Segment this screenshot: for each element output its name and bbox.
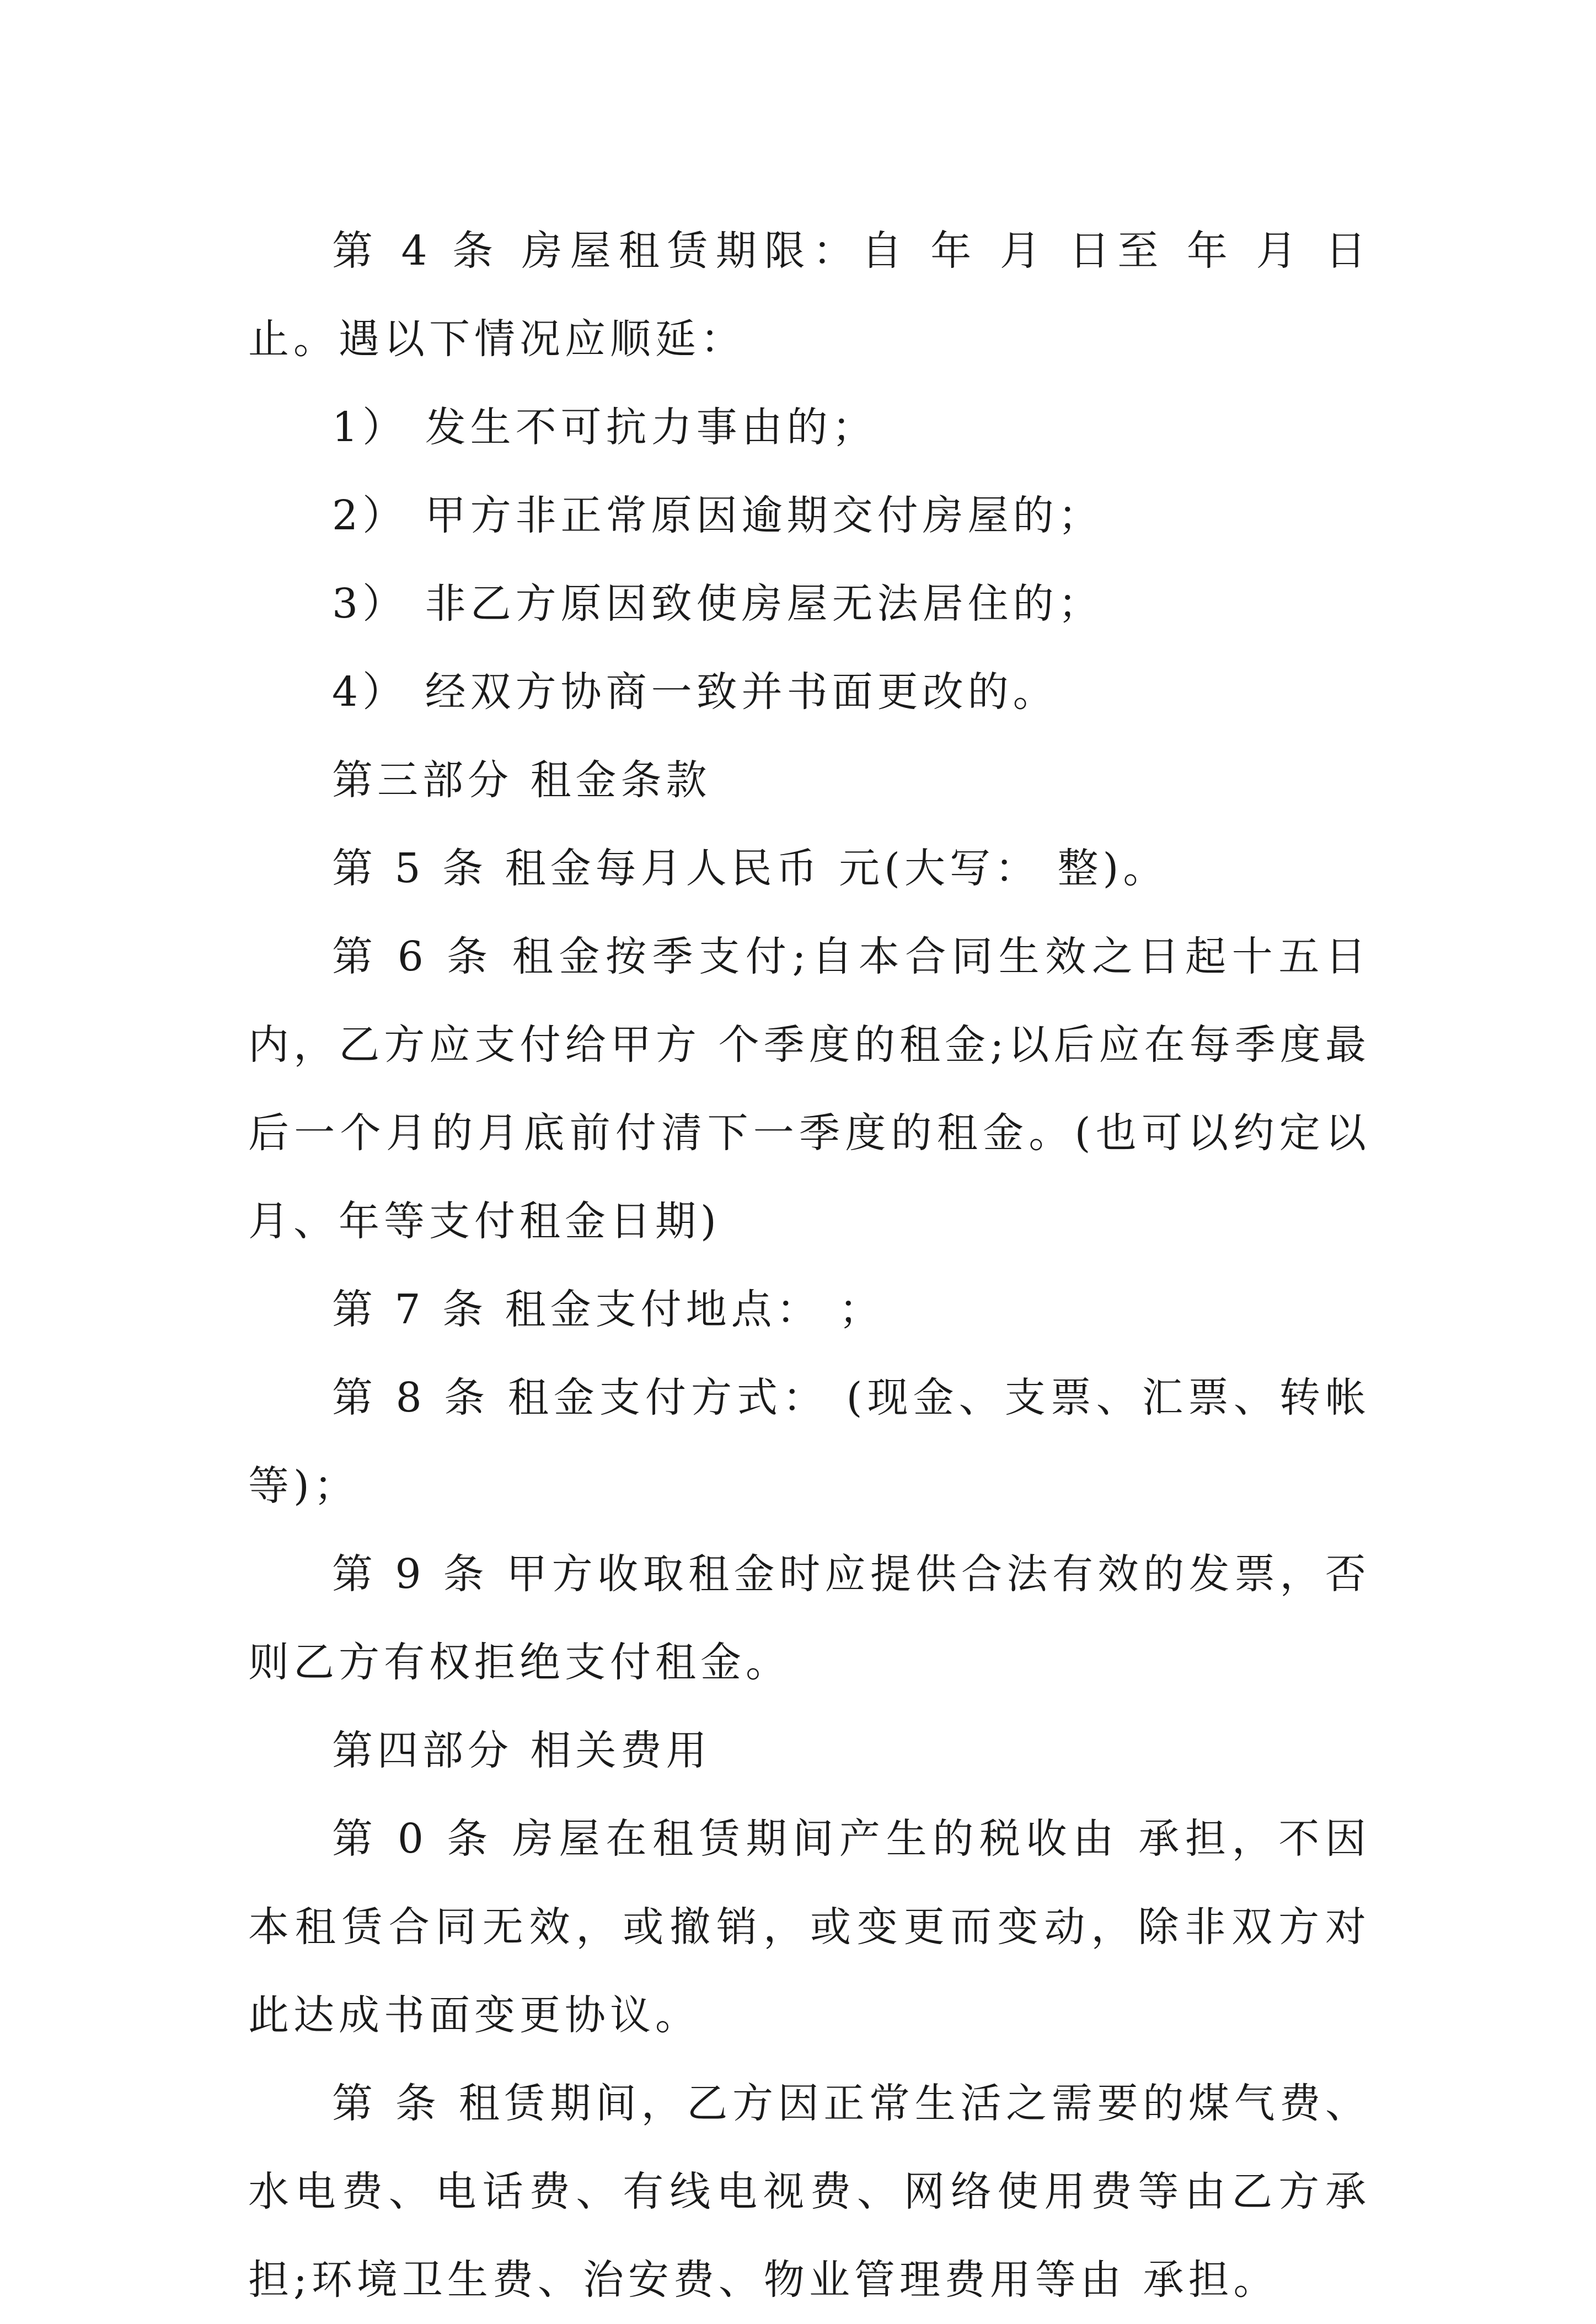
list-item-mutual-change: 4） 经双方协商一致并书面更改的。 bbox=[332, 668, 1058, 716]
article-5-rent-amount: 第 5 条 租金每月人民币 元(大写： 整)。 bbox=[332, 845, 1169, 892]
article-8-payment-method: 第 8 条 租金支付方式： (现金、支票、汇票、转帐等)； bbox=[248, 1374, 1370, 1510]
list-item-force-majeure: 1） 发生不可抗力事由的； bbox=[332, 404, 877, 451]
article-7-payment-place: 第 7 条 租金支付地点： ； bbox=[332, 1286, 885, 1333]
article-4-term: 第 4 条 房屋租赁期限：自 年 月 日至 年 月 日止。遇以下情况应顺延： bbox=[248, 227, 1371, 363]
article-9-invoice: 第 9 条 甲方收取租金时应提供合法有效的发票，否则乙方有权拒绝支付租金。 bbox=[248, 1550, 1370, 1686]
section-heading-fees: 第四部分 相关费用 bbox=[332, 1727, 711, 1774]
list-item-late-delivery: 2） 甲方非正常原因逾期交付房屋的； bbox=[332, 492, 1104, 539]
article-11-utilities: 第 条 租赁期间，乙方因正常生活之需要的煤气费、水电费、电话费、有线电视费、网络使用费等由乙方承担;环境卫生费、治安费、物业管理费用等由 承担。 bbox=[248, 2080, 1370, 2304]
article-10-taxes: 第 0 条 房屋在租赁期间产生的税收由 承担，不因本租赁合同无效，或撤销，或变更而变动，除非双方对此达成书面变更协议。 bbox=[248, 1815, 1370, 2039]
section-heading-rent: 第三部分 租金条款 bbox=[332, 756, 711, 804]
document-body bbox=[248, 207, 1370, 2324]
list-item-uninhabitable: 3） 非乙方原因致使房屋无法居住的； bbox=[332, 580, 1104, 627]
article-6-payment-schedule: 第 6 条 租金按季支付;自本合同生效之日起十五日内，乙方应支付给甲方 个季度的租金;以后应在每季度最后一个月的月底前付清下一季度的租金。(也可以约定以月、年等支付租金日期) bbox=[248, 933, 1370, 1245]
